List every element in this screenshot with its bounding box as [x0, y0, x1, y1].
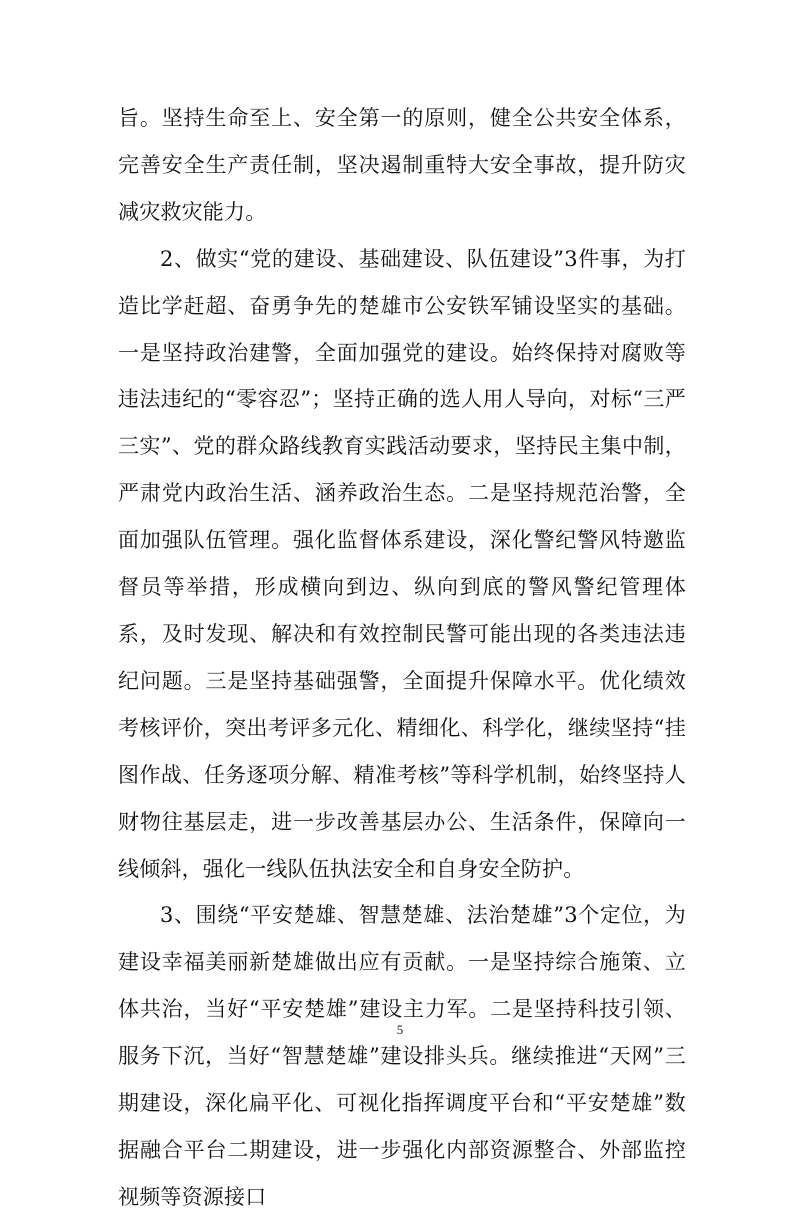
paragraph-2: 2、做实“党的建设、基础建设、队伍建设”3件事，为打造比学赶超、奋勇争先的楚雄市公安铁军铺设坚实的基础。一是坚持政治建警，全面加强党的建设。始终保持对腐败等违法违纪的“零容忍”；坚持正确的选人用人导向，对标“三严三实”、党的群众路线教育实践活动要求，坚持民主集中制，严肃党内政治生活、涵养政治生态。二是坚持规范治警，全面加强队伍管理。强化监督体系建设，深化警纪警风特邀监督员等举措，形成横向到边、纵向到底的警风警纪管理体系，及时发现、解决和有效控制民警可能出现的各类违法违纪问题。三是坚持基础强警，全面提升保障水平。优化绩效考核评价，突出考评多元化、精细化、科学化，继续坚持“挂图作战、任务逐项分解、精准考核”等科学机制，始终坚持人财物往基层走，进一步改善基层办公、生活条件，保障向一线倾斜，强化一线队伍执法安全和自身安全防护。 [118, 246, 686, 881]
paragraph-3: 3、围绕“平安楚雄、智慧楚雄、法治楚雄”3个定位，为建设幸福美丽新楚雄做出应有贡献。一是坚持综合施策、立体共治，当好“平安楚雄”建设主力军。二是坚持科技引领、服务下沉，当好“智慧楚雄”建设排头兵。继续推进“天网”三期建设，深化扁平化、可视化指挥调度平台和“平安楚雄”数据融合平台二期建设，进一步强化内部资源整合、外部监控视频等资源接口 [118, 903, 686, 1209]
page-number: 5 [396, 1022, 404, 1037]
paragraph-continuation: 旨。坚持生命至上、安全第一的原则，健全公共安全体系，完善安全生产责任制，坚决遏制重特大安全事故，提升防灾减灾救灾能力。 [118, 106, 686, 224]
document-body [118, 95, 686, 1221]
